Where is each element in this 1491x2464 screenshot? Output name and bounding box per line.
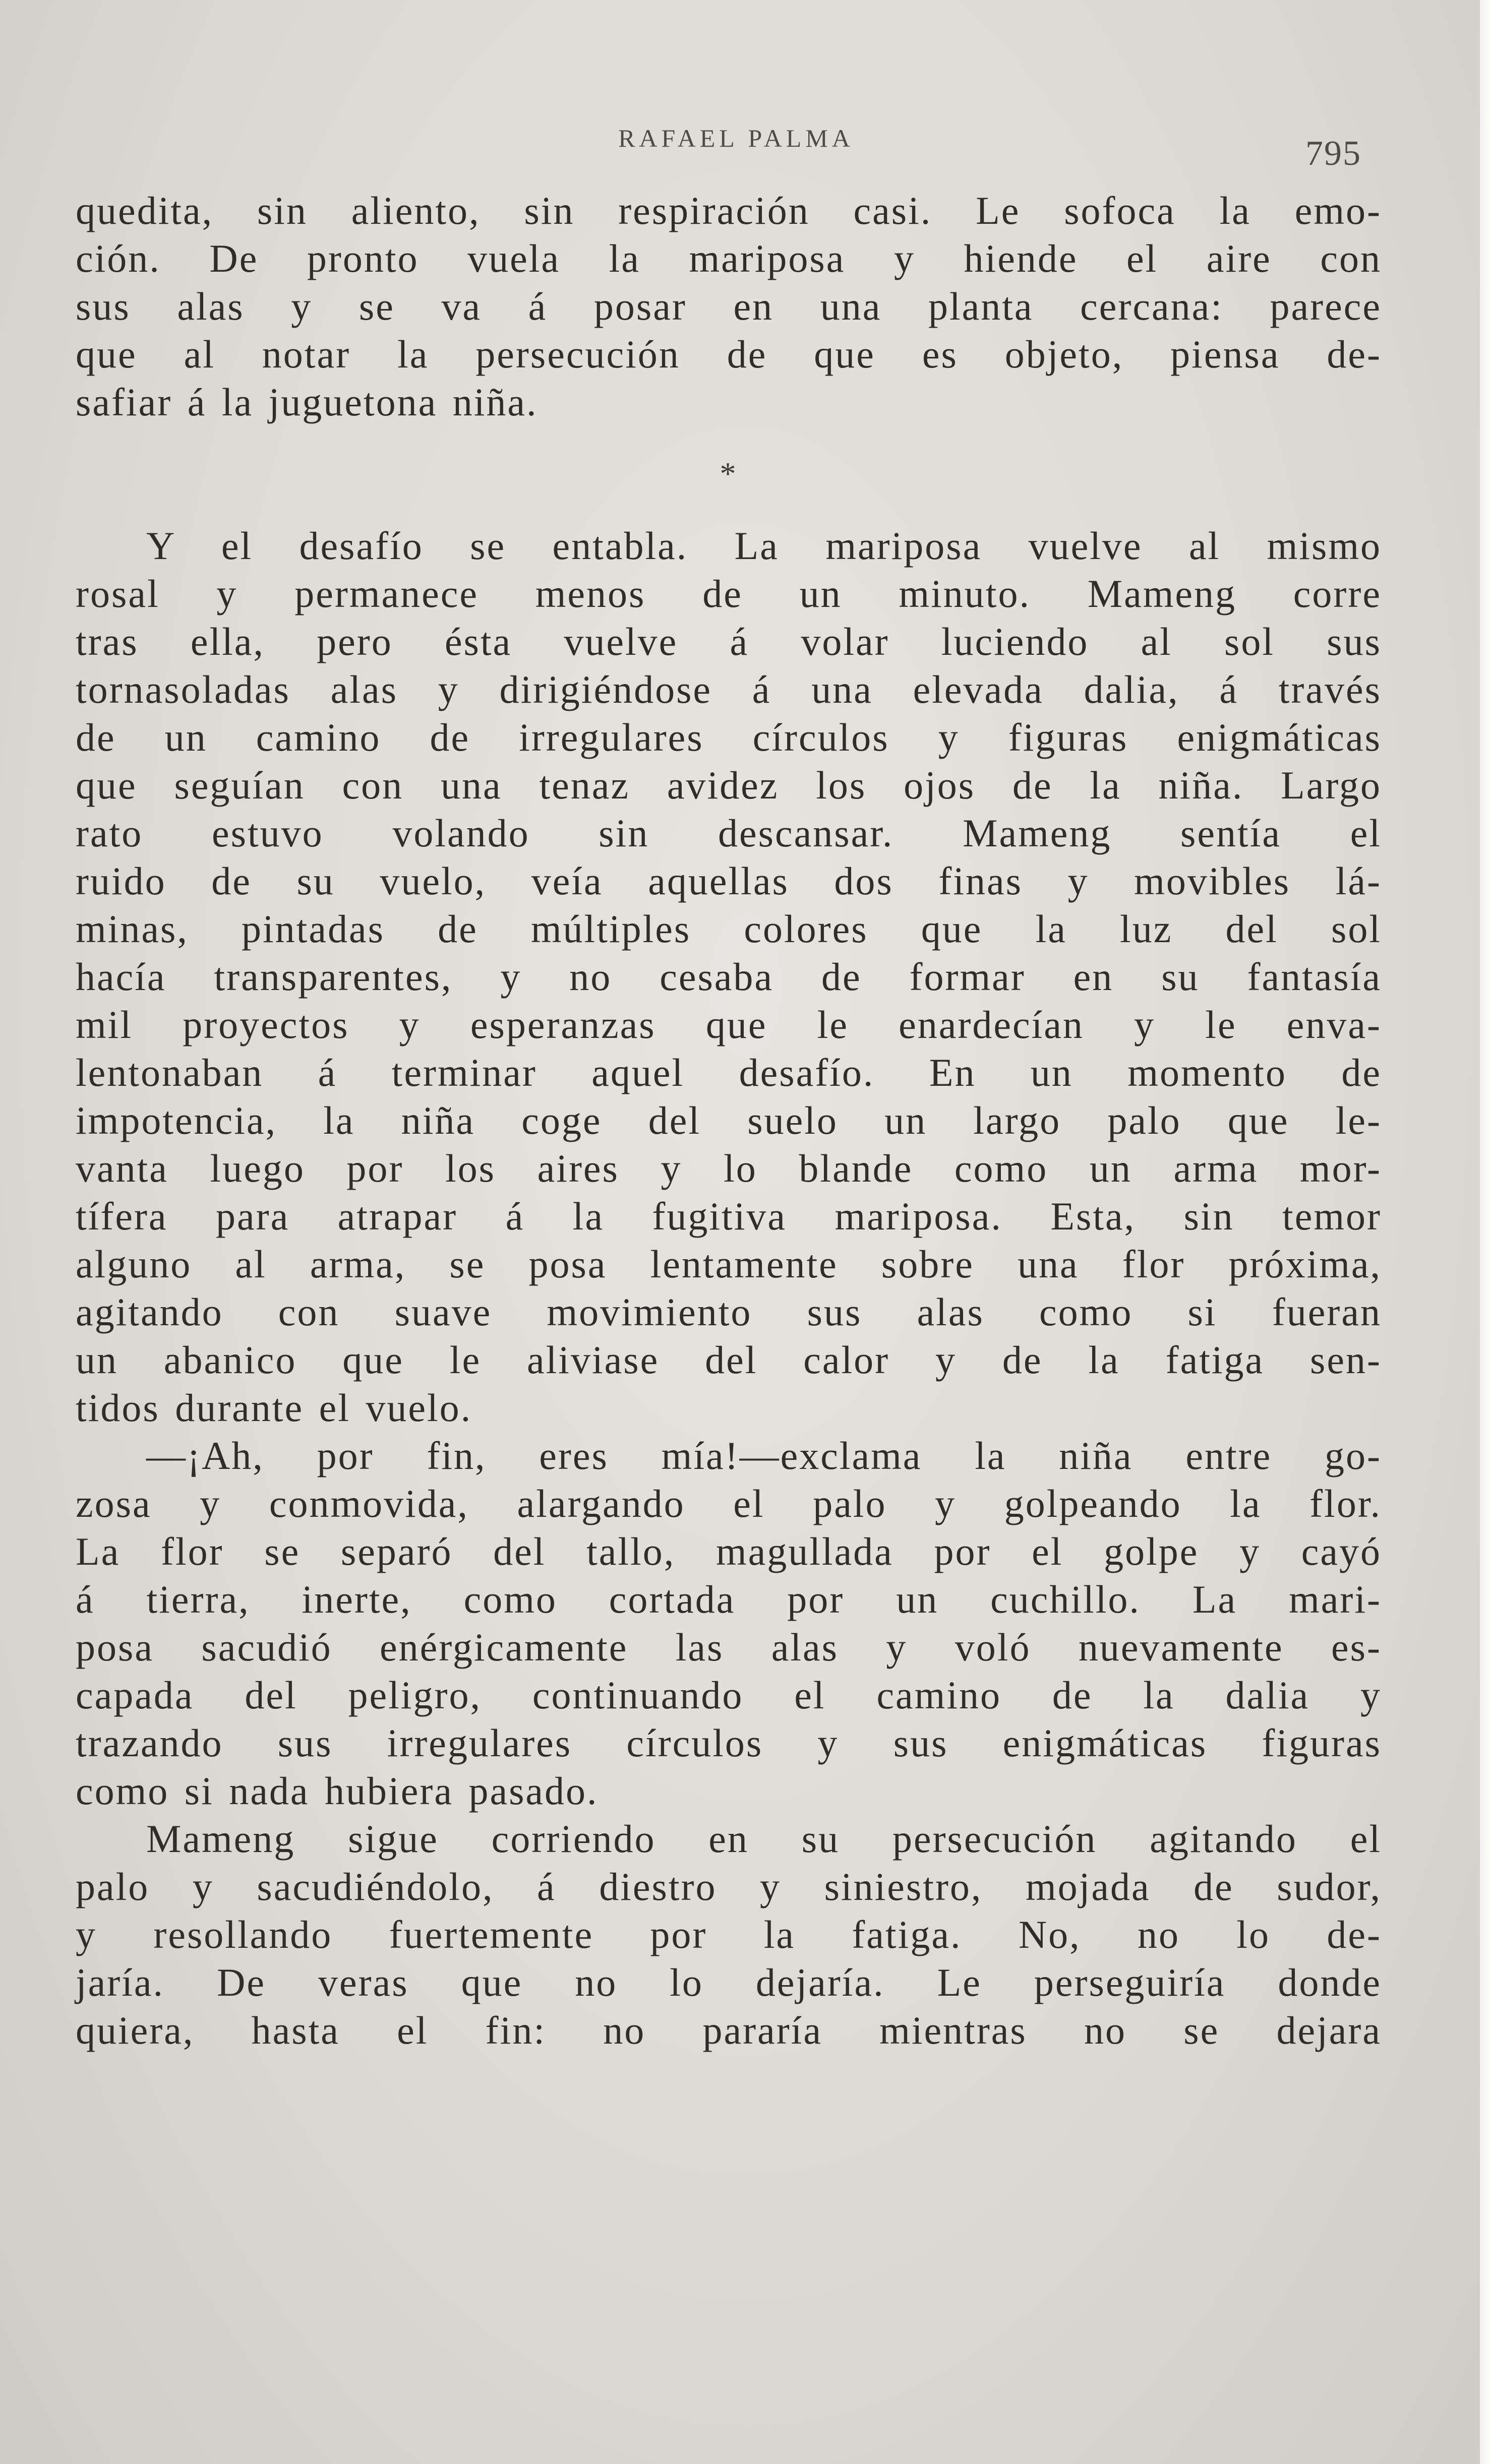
text-line: posa sacudió enérgicamente las alas y voló nuevamente es- xyxy=(76,1625,1382,1669)
section-separator: * xyxy=(720,456,738,491)
text-line: Mameng sigue corriendo en su persecución agitando el xyxy=(146,1817,1382,1861)
body-text xyxy=(76,187,1382,2054)
text-line: hacía transparentes, y no cesaba de formar en su fantasía xyxy=(76,955,1382,999)
text-line: de un camino de irregulares círculos y figuras enigmáticas xyxy=(76,715,1382,759)
scan-edge xyxy=(1480,0,1491,2464)
running-title: RAFAEL PALMA xyxy=(618,124,854,152)
text-line: rato estuvo volando sin descansar. Mameng sentía el xyxy=(76,811,1382,855)
text-line: trazando sus irregulares círculos y sus enigmáticas figuras xyxy=(76,1721,1382,1765)
text-line: lentonaban á terminar aquel desafío. En un momento de xyxy=(76,1051,1382,1094)
text-line: un abanico que le aliviase del calor y de la fatiga sen- xyxy=(76,1338,1382,1382)
text-line: vanta luego por los aires y lo blande como un arma mor- xyxy=(76,1146,1382,1190)
text-line: minas, pintadas de múltiples colores que la luz del sol xyxy=(76,907,1382,951)
paragraph-4 xyxy=(76,1815,1382,2054)
text-line: mil proyectos y esperanzas que le enardecían y le enva- xyxy=(76,1003,1382,1046)
text-line: quiera, hasta el fin: no pararía mientras no se dejara xyxy=(76,2008,1382,2052)
paragraph-2 xyxy=(76,522,1382,1432)
text-line: tras ella, pero ésta vuelve á volar luciendo al sol sus xyxy=(76,620,1382,663)
text-line: capada del peligro, continuando el camino de la dalia y xyxy=(76,1673,1382,1717)
text-line: Y el desafío se entabla. La mariposa vuelve al mismo xyxy=(146,524,1382,568)
text-line: alguno al arma, se posa lentamente sobre una flor próxima, xyxy=(76,1242,1382,1286)
text-line: sus alas y se va á posar en una planta cercana: parece xyxy=(76,284,1382,328)
text-line: como si nada hubiera pasado. xyxy=(76,1769,599,1813)
text-line: palo y sacudiéndolo, á diestro y siniestro, mojada de sudor, xyxy=(76,1865,1382,1908)
text-line: quedita, sin aliento, sin respiración casi. Le sofoca la emo- xyxy=(76,189,1382,232)
text-line: tornasoladas alas y dirigiéndose á una elevada dalia, á través xyxy=(76,667,1382,711)
paragraph-3 xyxy=(76,1432,1382,1815)
text-line: zosa y conmovida, alargando el palo y golpeando la flor. xyxy=(76,1482,1382,1525)
text-line: tidos durante el vuelo. xyxy=(76,1386,472,1430)
paragraph-1 xyxy=(76,187,1382,426)
text-line: á tierra, inerte, como cortada por un cuchillo. La mari- xyxy=(76,1577,1382,1621)
text-line: y resollando fuertemente por la fatiga. No, no lo de- xyxy=(76,1913,1382,1956)
text-line: agitando con suave movimiento sus alas como si fueran xyxy=(76,1290,1382,1334)
text-line: tífera para atrapar á la fugitiva mariposa. Esta, sin temor xyxy=(76,1194,1382,1238)
text-line: jaría. De veras que no lo dejaría. Le perseguiría donde xyxy=(76,1960,1382,2004)
text-line: que al notar la persecución de que es objeto, piensa de- xyxy=(76,332,1382,376)
page-header xyxy=(91,113,1382,174)
text-line: impotencia, la niña coge del suelo un largo palo que le- xyxy=(76,1098,1382,1142)
text-line: safiar á la juguetona niña. xyxy=(76,380,538,424)
text-line: La flor se separó del tallo, magullada por el golpe y cayó xyxy=(76,1529,1382,1573)
text-line: —¡Ah, por fin, eres mía!—exclama la niña entre go- xyxy=(146,1434,1382,1477)
text-line: ción. De pronto vuela la mariposa y hiende el aire con xyxy=(76,236,1382,280)
text-line: rosal y permanece menos de un minuto. Mameng corre xyxy=(76,572,1382,615)
page-number: 795 xyxy=(1305,134,1361,173)
text-line: ruido de su vuelo, veía aquellas dos finas y movibles lá- xyxy=(76,859,1382,903)
text-line: que seguían con una tenaz avidez los ojos de la niña. Largo xyxy=(76,763,1382,807)
